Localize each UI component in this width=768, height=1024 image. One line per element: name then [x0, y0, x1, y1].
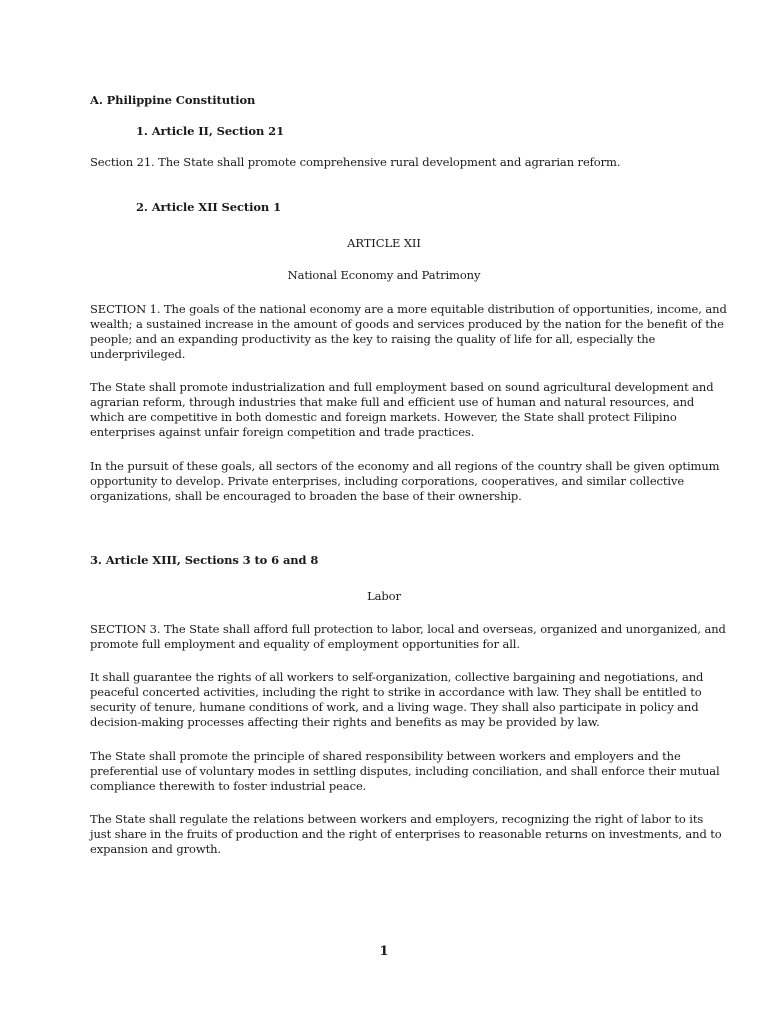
section-heading-a: A. Philippine Constitution [90, 93, 256, 107]
paragraph-section-3 [90, 622, 726, 652]
paragraph-workers-rights [90, 670, 704, 730]
paragraph-line: promote full employment and equality of employment opportunities for all. [90, 637, 520, 651]
subheading-article-xiii: 3. Article XIII, Sections 3 to 6 and 8 [90, 553, 319, 567]
paragraph-section-1 [90, 302, 727, 362]
paragraph-line: The State shall promote the principle of shared responsibility between workers and employers and the [90, 749, 681, 763]
paragraph-line: wealth; a sustained increase in the amount of goods and services produced by the nation for the benefit of the [90, 317, 724, 331]
article-xii-title: ARTICLE XII [347, 236, 421, 250]
paragraph-line: It shall guarantee the rights of all workers to self-organization, collective bargaining and negotiations, and [90, 670, 704, 684]
paragraph-line: underprivileged. [90, 347, 186, 361]
paragraph-line: In the pursuit of these goals, all sectors of the economy and all regions of the country shall be given optimum [90, 459, 720, 473]
paragraph-line: decision-making processes affecting their rights and benefits as may be provided by law. [90, 715, 600, 729]
paragraph-pursuit-of-goals [90, 459, 720, 504]
paragraph-line: SECTION 1. The goals of the national economy are a more equitable distribution of opportunities, income, and [90, 302, 727, 316]
paragraph-line: expansion and growth. [90, 842, 221, 856]
subheading-article-xii: 2. Article XII Section 1 [136, 200, 281, 214]
subheading-article-ii: 1. Article II, Section 21 [136, 124, 284, 138]
page-number: 1 [379, 944, 389, 959]
paragraph-line: organizations, shall be encouraged to broaden the base of their ownership. [90, 489, 522, 503]
article-xii-subtitle: National Economy and Patrimony [287, 268, 481, 282]
paragraph-line: The State shall promote industrialization and full employment based on sound agricultural development and [90, 380, 714, 394]
paragraph-line: agrarian reform, through industries that make full and efficient use of human and natural resources, and [90, 395, 695, 409]
paragraph-line: people; and an expanding productivity as the key to raising the quality of life for all, especially the [90, 332, 656, 346]
paragraph-line: which are competitive in both domestic and foreign markets. However, the State shall protect Filipino [90, 410, 677, 424]
paragraph-line: SECTION 3. The State shall afford full protection to labor, local and overseas, organized and unorganized, and [90, 622, 726, 636]
paragraph-line: security of tenure, humane conditions of work, and a living wage. They shall also participate in policy and [90, 700, 699, 714]
paragraph-line: enterprises against unfair foreign competition and trade practices. [90, 425, 475, 439]
labor-title: Labor [367, 589, 401, 603]
section-21-text: Section 21. The State shall promote comprehensive rural development and agrarian reform. [90, 155, 621, 169]
paragraph-line: compliance therewith to foster industrial peace. [90, 779, 367, 793]
paragraph-line: The State shall regulate the relations between workers and employers, recognizing the right of labor to its [90, 812, 704, 826]
paragraph-line: opportunity to develop. Private enterprises, including corporations, cooperatives, and similar collective [90, 474, 685, 488]
paragraph-line: preferential use of voluntary modes in settling disputes, including conciliation, and shall enforce their mutual [90, 764, 720, 778]
paragraph-line: peaceful concerted activities, including the right to strike in accordance with law. They shall be entitled to [90, 685, 702, 699]
paragraph-regulate-relations [90, 812, 722, 857]
paragraph-industrialization [90, 380, 714, 440]
paragraph-line: just share in the fruits of production and the right of enterprises to reasonable returns on investments, and to [90, 827, 722, 841]
paragraph-shared-responsibility [90, 749, 720, 794]
